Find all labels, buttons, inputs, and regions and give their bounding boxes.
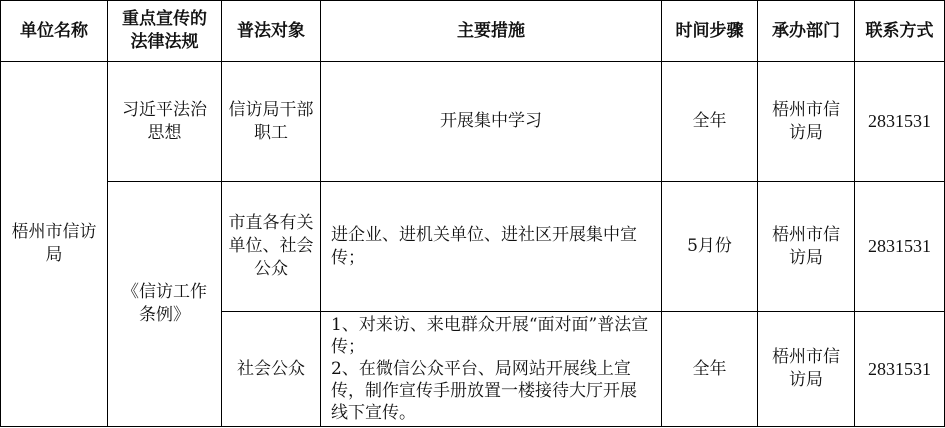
- target-cell: 社会公众: [222, 312, 321, 427]
- header-key-laws: 重点宣传的法律法规: [108, 1, 222, 62]
- law-cell: 习近平法治思想: [108, 62, 222, 182]
- header-contact: 联系方式: [855, 1, 945, 62]
- measure-cell: 进企业、进机关单位、进社区开展集中宣传；: [321, 182, 662, 312]
- department-cell: 梧州市信访局: [758, 62, 855, 182]
- law-cell: 《信访工作条例》: [108, 182, 222, 427]
- header-unit-name: 单位名称: [1, 1, 108, 62]
- department-cell: 梧州市信访局: [758, 312, 855, 427]
- target-cell: 信访局干部职工: [222, 62, 321, 182]
- measure-line: 2、在微信公众平台、局网站开展线上宣传，制作宣传手册放置一楼接待大厅开展线下宣传。: [331, 359, 637, 423]
- measure-line: 1、对来访、来电群众开展“面对面”普法宣传；: [331, 315, 649, 357]
- header-target-audience: 普法对象: [222, 1, 321, 62]
- table-row: [1, 182, 945, 312]
- header-row: [1, 1, 945, 62]
- measure-cell: 开展集中学习: [321, 62, 662, 182]
- contact-cell: 2831531: [855, 312, 945, 427]
- unit-name-cell: 梧州市信访局: [1, 62, 108, 427]
- measure-cell: [321, 312, 662, 427]
- time-cell: 全年: [662, 312, 758, 427]
- time-cell: 全年: [662, 62, 758, 182]
- contact-cell: 2831531: [855, 182, 945, 312]
- header-department: 承办部门: [758, 1, 855, 62]
- table-row: [1, 62, 945, 182]
- header-time-steps: 时间步骤: [662, 1, 758, 62]
- header-main-measures: 主要措施: [321, 1, 662, 62]
- department-cell: 梧州市信访局: [758, 182, 855, 312]
- time-cell: 5月份: [662, 182, 758, 312]
- target-cell: 市直各有关单位、社会公众: [222, 182, 321, 312]
- contact-cell: 2831531: [855, 62, 945, 182]
